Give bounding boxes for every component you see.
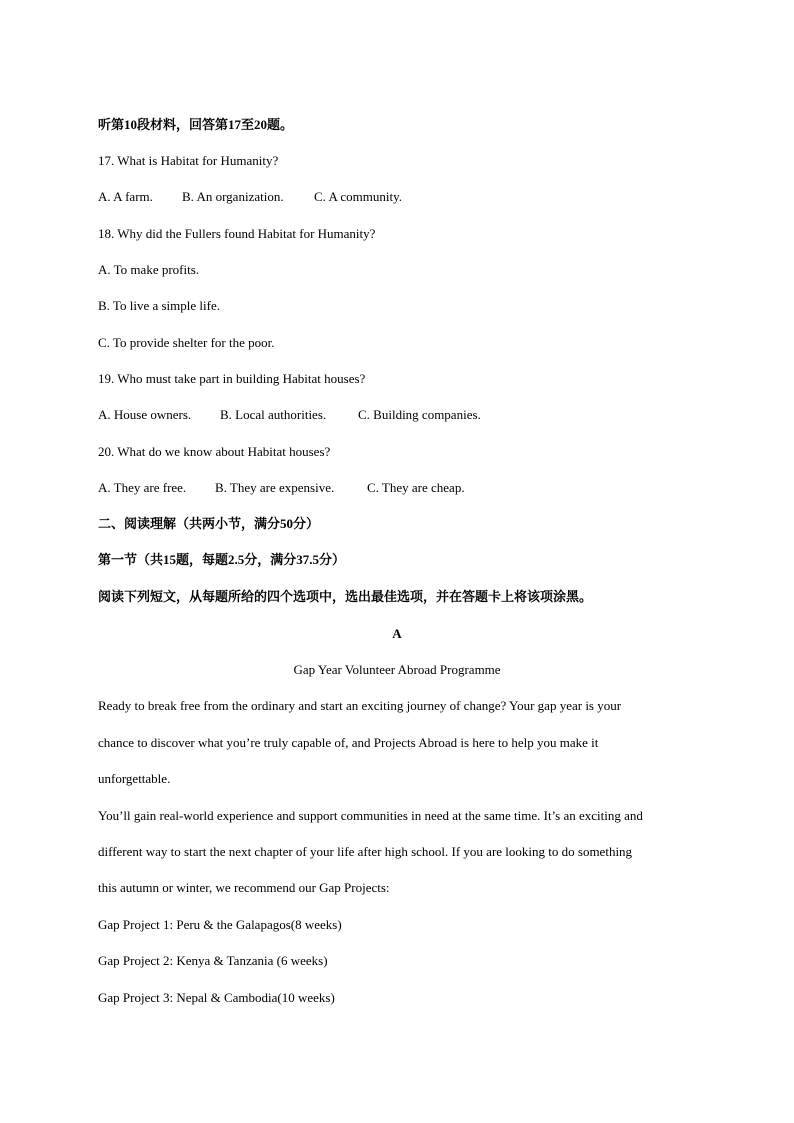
question-19-stem: 19. Who must take part in building Habitat houses? bbox=[98, 371, 366, 386]
passage-line-6: this autumn or winter, we recommend our Gap Projects: bbox=[98, 880, 390, 895]
question-18-stem: 18. Why did the Fullers found Habitat for Humanity? bbox=[98, 226, 376, 241]
question-20-stem: 20. What do we know about Habitat houses? bbox=[98, 444, 331, 459]
part-two-heading: 二、阅读理解（共两小节，满分50分） bbox=[98, 516, 320, 531]
passage-line-1: Ready to break free from the ordinary and start an exciting journey of change? Your gap year is your bbox=[98, 698, 622, 713]
option-b: B. They are expensive. bbox=[215, 480, 335, 495]
option-b: B. An organization. bbox=[182, 189, 284, 204]
section-instruction: 听第10段材料，回答第17至20题。 bbox=[98, 117, 294, 132]
option-a: A. House owners. bbox=[98, 407, 192, 422]
section-one-heading: 第一节（共15题，每题2.5分，满分37.5分） bbox=[98, 552, 346, 567]
reading-directions: 阅读下列短文，从每题所给的四个选项中，选出最佳选项，并在答题卡上将该项涂黑。 bbox=[98, 589, 593, 604]
option-c: C. They are cheap. bbox=[367, 480, 465, 495]
question-18-option-b: B. To live a simple life. bbox=[98, 298, 220, 313]
question-18-option-c: C. To provide shelter for the poor. bbox=[98, 335, 275, 350]
passage-line-5: different way to start the next chapter of your life after high school. If you are looking to do something bbox=[98, 844, 633, 859]
question-19-options bbox=[98, 407, 481, 423]
passage-line-2: chance to discover what you’re truly capable of, and Projects Abroad is here to help you make it bbox=[98, 735, 599, 750]
option-c: C. Building companies. bbox=[358, 407, 481, 422]
question-17-options bbox=[98, 189, 402, 205]
gap-project-1: Gap Project 1: Peru & the Galapagos(8 weeks) bbox=[98, 917, 342, 932]
passage-label: A bbox=[392, 626, 402, 641]
option-b: B. Local authorities. bbox=[220, 407, 327, 422]
question-18-option-a: A. To make profits. bbox=[98, 262, 200, 277]
option-a: A. A farm. bbox=[98, 189, 153, 204]
gap-project-2: Gap Project 2: Kenya & Tanzania (6 weeks) bbox=[98, 953, 328, 968]
passage-line-4: You’ll gain real-world experience and support communities in need at the same time. It’s an exciting and bbox=[98, 808, 643, 823]
option-c: C. A community. bbox=[314, 189, 402, 204]
gap-project-3: Gap Project 3: Nepal & Cambodia(10 weeks) bbox=[98, 990, 335, 1005]
option-a: A. They are free. bbox=[98, 480, 187, 495]
passage-line-3: unforgettable. bbox=[98, 771, 171, 786]
passage-title: Gap Year Volunteer Abroad Programme bbox=[293, 662, 501, 677]
question-17-stem: 17. What is Habitat for Humanity? bbox=[98, 153, 279, 168]
question-20-options bbox=[98, 480, 465, 496]
